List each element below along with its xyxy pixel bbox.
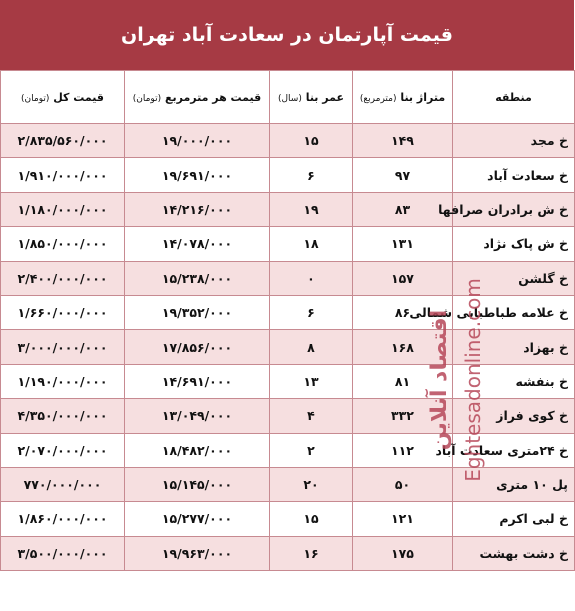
cell-age: ۱۸	[270, 227, 353, 261]
cell-area: ۸۶	[353, 295, 453, 329]
header-ppm-unit: (تومان)	[132, 93, 162, 104]
cell-price-per-meter: ۱۹/۰۰۰/۰۰۰	[125, 124, 270, 158]
cell-region: خ گلشن	[453, 261, 575, 295]
watermark-line-1: اقتصاد آنلاین	[427, 309, 452, 451]
cell-area: ۱۵۷	[353, 261, 453, 295]
table-row	[1, 192, 575, 226]
cell-age: ۱۵	[270, 502, 353, 536]
header-area-unit: (مترمربع)	[359, 93, 397, 104]
cell-total-price: ۴/۳۵۰/۰۰۰/۰۰۰	[1, 399, 125, 433]
cell-price-per-meter: ۱۴/۶۹۱/۰۰۰	[125, 364, 270, 398]
cell-total-price: ۷۷۰/۰۰۰/۰۰۰	[1, 467, 125, 501]
cell-total-price: ۲/۰۷۰/۰۰۰/۰۰۰	[1, 433, 125, 467]
cell-age: ۱۳	[270, 364, 353, 398]
header-total-label: قیمت کل	[53, 90, 104, 104]
cell-price-per-meter: ۱۵/۲۷۷/۰۰۰	[125, 502, 270, 536]
cell-age: ۶	[270, 295, 353, 329]
cell-area: ۱۲۱	[353, 502, 453, 536]
cell-total-price: ۱/۶۶۰/۰۰۰/۰۰۰	[1, 295, 125, 329]
table-row	[1, 261, 575, 295]
header-ppm	[125, 71, 270, 124]
cell-price-per-meter: ۱۹/۶۹۱/۰۰۰	[125, 158, 270, 192]
price-table	[0, 70, 575, 571]
cell-age: ۸	[270, 330, 353, 364]
cell-region: خ ش پاک نژاد	[453, 227, 575, 261]
table-row	[1, 158, 575, 192]
table-body	[1, 124, 575, 571]
cell-total-price: ۱/۸۶۰/۰۰۰/۰۰۰	[1, 502, 125, 536]
header-area-label: متراژ بنا	[400, 90, 446, 104]
cell-price-per-meter: ۱۴/۲۱۶/۰۰۰	[125, 192, 270, 226]
cell-total-price: ۲/۸۳۵/۵۶۰/۰۰۰	[1, 124, 125, 158]
cell-region: پل ۱۰ متری	[453, 467, 575, 501]
cell-total-price: ۳/۰۰۰/۰۰۰/۰۰۰	[1, 330, 125, 364]
cell-area: ۱۱۲	[353, 433, 453, 467]
table-row	[1, 467, 575, 501]
cell-price-per-meter: ۱۵/۲۳۸/۰۰۰	[125, 261, 270, 295]
table-row	[1, 502, 575, 536]
header-region-label: منطقه	[495, 90, 532, 104]
cell-age: ۴	[270, 399, 353, 433]
cell-area: ۱۴۹	[353, 124, 453, 158]
cell-price-per-meter: ۱۹/۳۵۲/۰۰۰	[125, 295, 270, 329]
cell-area: ۱۳۱	[353, 227, 453, 261]
cell-region: خ ش برادران صرافها	[453, 192, 575, 226]
cell-price-per-meter: ۱۴/۰۷۸/۰۰۰	[125, 227, 270, 261]
table-header-row	[1, 71, 575, 124]
cell-region: خ ۲۴متری سعادت آباد	[453, 433, 575, 467]
cell-region: خ دشت بهشت	[453, 536, 575, 570]
cell-area: ۸۱	[353, 364, 453, 398]
header-region	[453, 71, 575, 124]
cell-area: ۹۷	[353, 158, 453, 192]
cell-total-price: ۱/۱۸۰/۰۰۰/۰۰۰	[1, 192, 125, 226]
cell-area: ۵۰	[353, 467, 453, 501]
cell-area: ۳۳۲	[353, 399, 453, 433]
cell-area: ۱۶۸	[353, 330, 453, 364]
header-age-unit: (سال)	[277, 93, 302, 104]
table-row	[1, 433, 575, 467]
page-title: قیمت آپارتمان در سعادت آباد تهران	[0, 0, 574, 70]
cell-price-per-meter: ۱۵/۱۴۵/۰۰۰	[125, 467, 270, 501]
header-area	[353, 71, 453, 124]
cell-price-per-meter: ۱۳/۰۴۹/۰۰۰	[125, 399, 270, 433]
cell-price-per-meter: ۱۹/۹۶۳/۰۰۰	[125, 536, 270, 570]
header-total	[1, 71, 125, 124]
cell-age: ۶	[270, 158, 353, 192]
cell-region: خ بهزاد	[453, 330, 575, 364]
cell-age: ۱۶	[270, 536, 353, 570]
cell-total-price: ۳/۵۰۰/۰۰۰/۰۰۰	[1, 536, 125, 570]
header-age-label: عمر بنا	[305, 90, 344, 104]
cell-age: ۱۵	[270, 124, 353, 158]
header-total-unit: (تومان)	[21, 93, 50, 104]
cell-age: ۰	[270, 261, 353, 295]
cell-region: خ مجد	[453, 124, 575, 158]
cell-age: ۲	[270, 433, 353, 467]
cell-total-price: ۱/۱۹۰/۰۰۰/۰۰۰	[1, 364, 125, 398]
cell-total-price: ۱/۸۵۰/۰۰۰/۰۰۰	[1, 227, 125, 261]
cell-price-per-meter: ۱۸/۴۸۲/۰۰۰	[125, 433, 270, 467]
header-age	[270, 71, 353, 124]
cell-area: ۸۳	[353, 192, 453, 226]
header-ppm-label: قیمت هر مترمربع	[164, 90, 262, 104]
cell-region: خ کوی فراز	[453, 399, 575, 433]
table-row	[1, 330, 575, 364]
watermark-line-2: Eghtesadonline.com	[461, 278, 485, 482]
cell-region: خ بنفشه	[453, 364, 575, 398]
cell-price-per-meter: ۱۷/۸۵۶/۰۰۰	[125, 330, 270, 364]
table-row	[1, 364, 575, 398]
cell-region: خ علامه طباطبایی شمالی	[453, 295, 575, 329]
cell-age: ۲۰	[270, 467, 353, 501]
cell-total-price: ۱/۹۱۰/۰۰۰/۰۰۰	[1, 158, 125, 192]
table-row	[1, 399, 575, 433]
table-row	[1, 536, 575, 570]
table-row	[1, 295, 575, 329]
table-row	[1, 227, 575, 261]
cell-total-price: ۲/۴۰۰/۰۰۰/۰۰۰	[1, 261, 125, 295]
cell-region: خ سعادت آباد	[453, 158, 575, 192]
cell-region: خ لبی اکرم	[453, 502, 575, 536]
table-row	[1, 124, 575, 158]
cell-age: ۱۹	[270, 192, 353, 226]
cell-area: ۱۷۵	[353, 536, 453, 570]
